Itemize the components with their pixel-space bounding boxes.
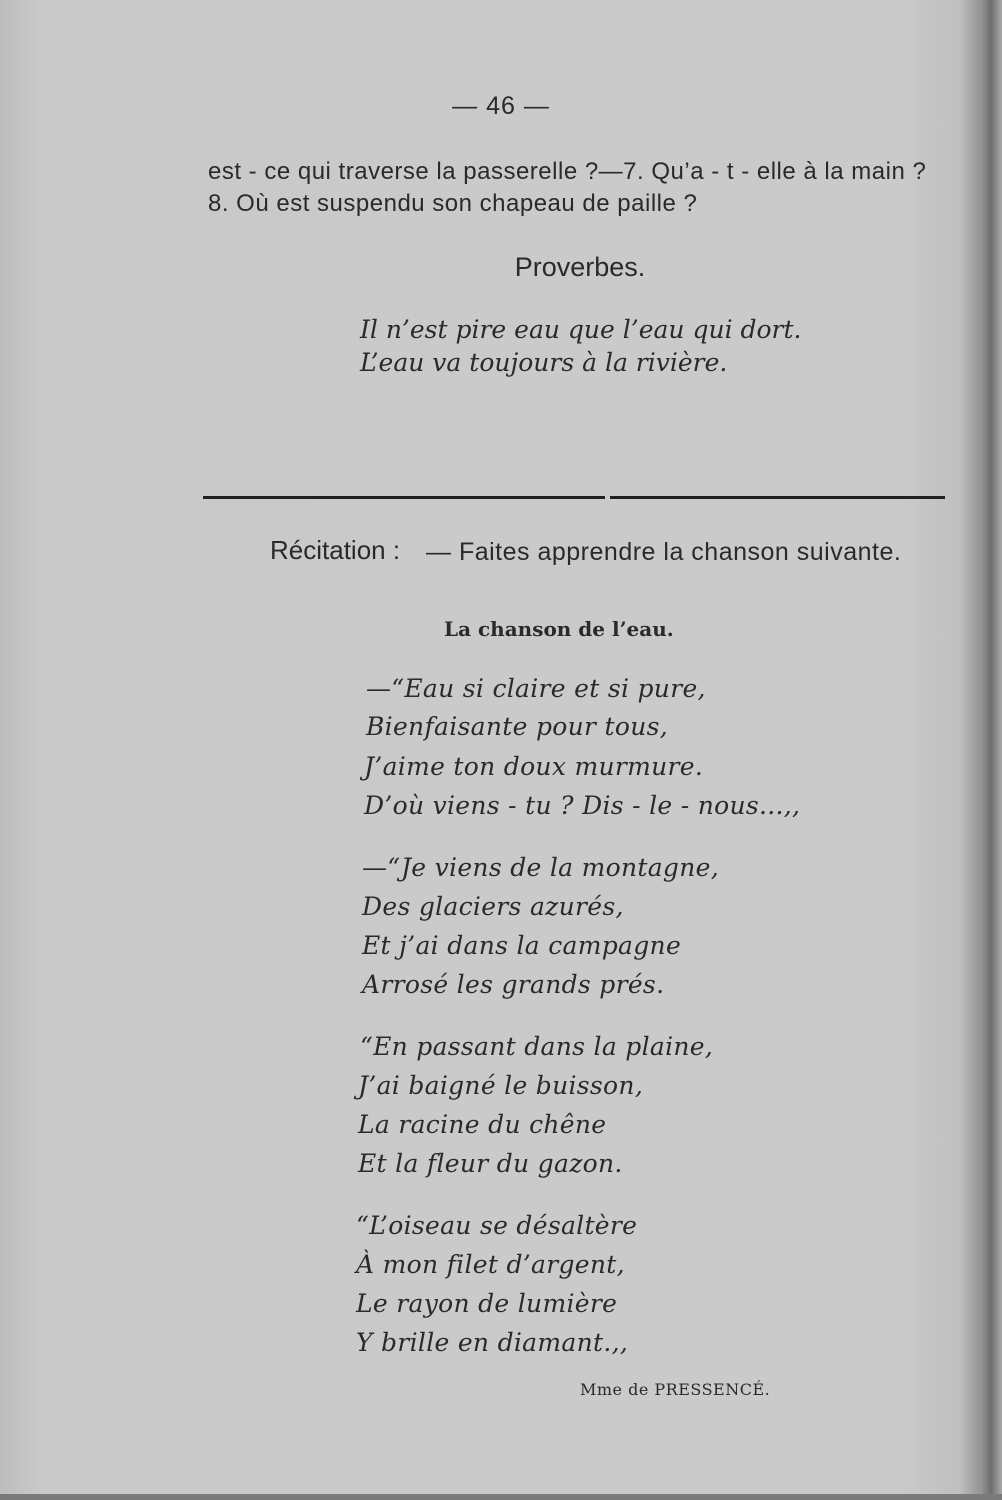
poem-verse: D’où viens - tu ? Dis - le - nous...,,: [364, 791, 801, 820]
poem-verse: Des glaciers azurés,: [362, 892, 624, 921]
poem-verse: Bienfaisante pour tous,: [366, 712, 668, 741]
poem-author: Mme de PRESSENCÉ.: [580, 1380, 771, 1399]
poem-verse: “L’oiseau se désaltère: [356, 1211, 638, 1240]
poem-verse: Et la fleur du gazon.: [358, 1149, 623, 1178]
poem-verse: Y brille en diamant.,,: [356, 1328, 629, 1357]
poem-verse: À mon filet d’argent,: [356, 1250, 625, 1279]
proverb-line: Il n’est pire eau que l’eau qui dort.: [360, 315, 802, 344]
divider-rule-right: [610, 496, 945, 499]
recitation-instruction: — Faites apprendre la chanson suivante.: [426, 538, 902, 566]
page-edge-shadow: [980, 0, 1002, 1500]
poem-verse: Arrosé les grands prés.: [362, 970, 665, 999]
poem-verse: —“Eau si claire et si pure,: [366, 674, 706, 703]
proverb-line: L’eau va toujours à la rivière.: [360, 348, 728, 377]
poem-verse: “En passant dans la plaine,: [360, 1032, 714, 1061]
poem-verse: Et j’ai dans la campagne: [362, 931, 682, 960]
poem-verse: La racine du chêne: [358, 1110, 607, 1139]
proverbs-title: Proverbes.: [514, 252, 646, 282]
poem-verse: —“Je viens de la montagne,: [362, 853, 719, 882]
poem-title: La chanson de l’eau.: [444, 617, 674, 641]
page-bottom-edge: [0, 1494, 1002, 1500]
divider-rule-left: [203, 496, 605, 499]
poem-verse: J’aime ton doux murmure.: [364, 752, 704, 781]
question-line: 8. Où est suspendu son chapeau de paille ?: [208, 190, 698, 217]
page-number: — 46 —: [452, 92, 550, 120]
recitation-label: Récitation :: [270, 535, 401, 565]
poem-verse: J’ai baigné le buisson,: [358, 1071, 644, 1100]
poem-verse: Le rayon de lumière: [356, 1289, 618, 1318]
question-line: est - ce qui traverse la passerelle ?—7. Qu’a - t - elle à la main ?: [208, 158, 927, 185]
